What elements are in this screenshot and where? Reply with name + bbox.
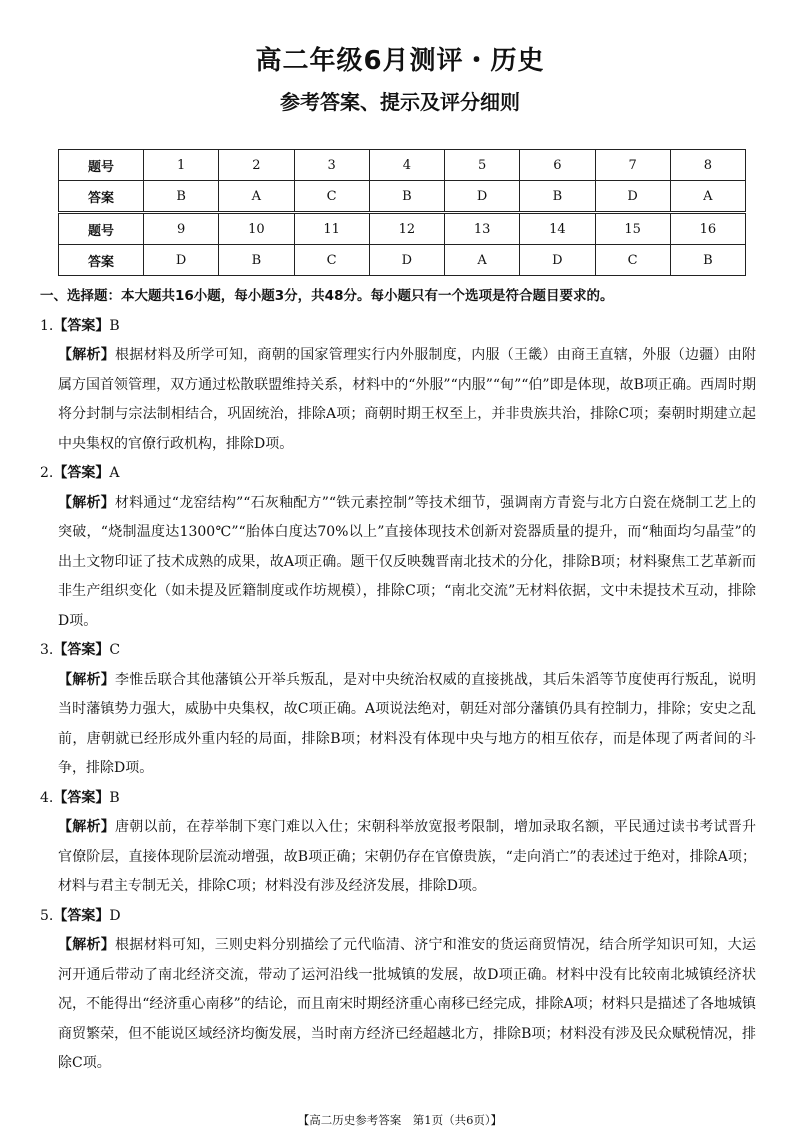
explain-tag: 【解析】 bbox=[58, 671, 115, 688]
question-number: 1. bbox=[40, 317, 54, 334]
section-heading: 一、选择题：本大题共16小题，每小题3分，共48分。每小题只有一个选项是符合题目要求的。 bbox=[40, 288, 614, 304]
question-5 bbox=[40, 902, 756, 1079]
table-cell: B bbox=[369, 181, 444, 213]
answer-tag: 【答案】 bbox=[53, 317, 110, 334]
explain-tag: 【解析】 bbox=[58, 937, 115, 953]
table-cell: D bbox=[144, 245, 219, 276]
answer-line bbox=[40, 784, 756, 814]
page-footer: 【高二历史参考答案 第1页（共6页）】 bbox=[297, 1113, 503, 1127]
explanation-text: 材料通过“龙窑结构”“石灰釉配方”“铁元素控制”等技术细节，强调南方青瓷与北方白瓷在烧制工艺上的突破，“烧制温度达1300℃”“胎体白度达70%以上”直接体现技术创新对瓷器质量的提升，而“釉面均匀晶莹”的出土文物印证了技术成熟的成果，故A项正确。题干仅反映魏晋南北技术的分化，排除B项；材料聚焦工艺革新而非生产组织变化（如未提及匠籍制度或作坊规模），排除C项；“南北交流”无材料依据，文中未提技术互动，排除D项。 bbox=[58, 494, 756, 629]
table-cell: 7 bbox=[595, 150, 670, 181]
explain-tag: 【解析】 bbox=[58, 494, 115, 511]
table-cell: D bbox=[520, 245, 595, 276]
question-number: 4. bbox=[40, 789, 54, 806]
explanation-text: 根据材料及所学可知，商朝的国家管理实行内外服制度，内服（王畿）由商王直辖，外服（边疆）由附属方国首领管理，双方通过松散联盟维持关系，材料中的“外服”“内服”“甸”“伯”即是体现，故B项正确。西周时期将分封制与宗法制相结合，巩固统治，排除A项；商朝时期王权至上，并非贵族共治，排除C项；秦朝时期建立起中央集权的官僚行政机构，排除D项。 bbox=[58, 347, 756, 452]
table-cell: 3 bbox=[294, 150, 369, 181]
answer-tag: 【答案】 bbox=[53, 465, 110, 481]
table-cell: B bbox=[520, 181, 595, 213]
row-label: 答案 bbox=[59, 181, 144, 213]
explanation-text: 根据材料可知，三则史料分别描绘了元代临清、济宁和淮安的货运商贸情况，结合所学知识可知，大运河开通后带动了南北经济交流，带动了运河沿线一批城镇的发展，故D项正确。材料中没有比较南北城镇经济状况，不能得出“经济重心南移”的结论，而且南宋时期经济重心南移已经完成，排除A项；材料只是描述了各地城镇商贸繁荣，但不能说区域经济均衡发展，当时南方经济已经超越北方，排除B项；材料没有涉及民众赋税情况，排除C项。 bbox=[58, 937, 756, 1071]
table-row bbox=[59, 213, 746, 245]
explanation-text: 李惟岳联合其他藩镇公开举兵叛乱，是对中央统治权威的直接挑战，其后朱滔等节度使再行叛乱，说明当时藩镇势力强大，威胁中央集权，故C项正确。A项说法绝对，朝廷对部分藩镇仍具有控制力，排除；安史之乱前，唐朝就已经形成外重内轻的局面，排除B项；材料没有体现中央与地方的相互依存，而是体现了两者间的斗争，排除D项。 bbox=[58, 671, 756, 776]
answer-line bbox=[40, 636, 756, 666]
table-cell: 2 bbox=[219, 150, 294, 181]
answer-content bbox=[40, 282, 756, 1079]
table-cell: D bbox=[595, 181, 670, 213]
question-4 bbox=[40, 784, 756, 902]
table-row bbox=[59, 245, 746, 276]
table-cell: C bbox=[294, 181, 369, 213]
table-cell: 16 bbox=[670, 213, 745, 245]
row-label: 答案 bbox=[59, 245, 144, 276]
table-cell: B bbox=[219, 245, 294, 276]
answer-tag: 【答案】 bbox=[53, 642, 110, 658]
table-cell: A bbox=[445, 245, 520, 276]
answer-tag: 【答案】 bbox=[53, 789, 110, 806]
table-cell: C bbox=[595, 245, 670, 276]
table-cell: B bbox=[670, 245, 745, 276]
question-number: 3. bbox=[40, 642, 54, 658]
explanation bbox=[40, 341, 756, 459]
question-3 bbox=[40, 636, 756, 784]
table-cell: 13 bbox=[445, 213, 520, 245]
table-cell: B bbox=[144, 181, 219, 213]
question-1 bbox=[40, 312, 756, 460]
table-row bbox=[59, 150, 746, 181]
table-cell: C bbox=[294, 245, 369, 276]
table-cell: 4 bbox=[369, 150, 444, 181]
explanation bbox=[40, 489, 756, 637]
explanation-text: 唐朝以前，在荐举制下寒门难以入仕；宋朝科举放宽报考限制，增加录取名额，平民通过读书考试晋升官僚阶层，直接体现阶层流动增强，故B项正确；宋朝仍存在官僚贵族，“走向消亡”的表述过于绝对，排除A项；材料与君主专制无关，排除C项；材料没有涉及经济发展，排除D项。 bbox=[58, 819, 756, 894]
answer-value: C bbox=[109, 642, 121, 658]
table-cell: 15 bbox=[595, 213, 670, 245]
table-cell: D bbox=[445, 181, 520, 213]
row-label: 题号 bbox=[59, 213, 144, 245]
explanation bbox=[40, 813, 756, 902]
explanation bbox=[40, 931, 756, 1079]
explain-tag: 【解析】 bbox=[58, 819, 115, 835]
question-2 bbox=[40, 459, 756, 636]
answer-line bbox=[40, 312, 756, 342]
page-subtitle: 参考答案、提示及评分细则 bbox=[280, 90, 520, 114]
table-cell: 12 bbox=[369, 213, 444, 245]
table-cell: 11 bbox=[294, 213, 369, 245]
table-cell: A bbox=[670, 181, 745, 213]
answer-table bbox=[58, 149, 746, 276]
table-cell: 9 bbox=[144, 213, 219, 245]
table-cell: 5 bbox=[445, 150, 520, 181]
answer-value: B bbox=[109, 317, 120, 334]
table-cell: A bbox=[219, 181, 294, 213]
answer-line bbox=[40, 459, 756, 489]
table-cell: D bbox=[369, 245, 444, 276]
answer-value: A bbox=[109, 465, 120, 481]
explain-tag: 【解析】 bbox=[58, 347, 115, 363]
table-cell: 6 bbox=[520, 150, 595, 181]
answer-tag: 【答案】 bbox=[53, 907, 110, 924]
page-title: 高二年级6月测评・历史 bbox=[255, 46, 545, 76]
row-label: 题号 bbox=[59, 150, 144, 181]
table-cell: 10 bbox=[219, 213, 294, 245]
answer-value: B bbox=[109, 789, 120, 806]
question-number: 5. bbox=[40, 907, 54, 924]
table-cell: 14 bbox=[520, 213, 595, 245]
explanation bbox=[40, 666, 756, 784]
table-row bbox=[59, 181, 746, 213]
question-number: 2. bbox=[40, 465, 54, 481]
answer-value: D bbox=[109, 907, 121, 924]
table-cell: 1 bbox=[144, 150, 219, 181]
answer-line bbox=[40, 902, 756, 932]
table-cell: 8 bbox=[670, 150, 745, 181]
